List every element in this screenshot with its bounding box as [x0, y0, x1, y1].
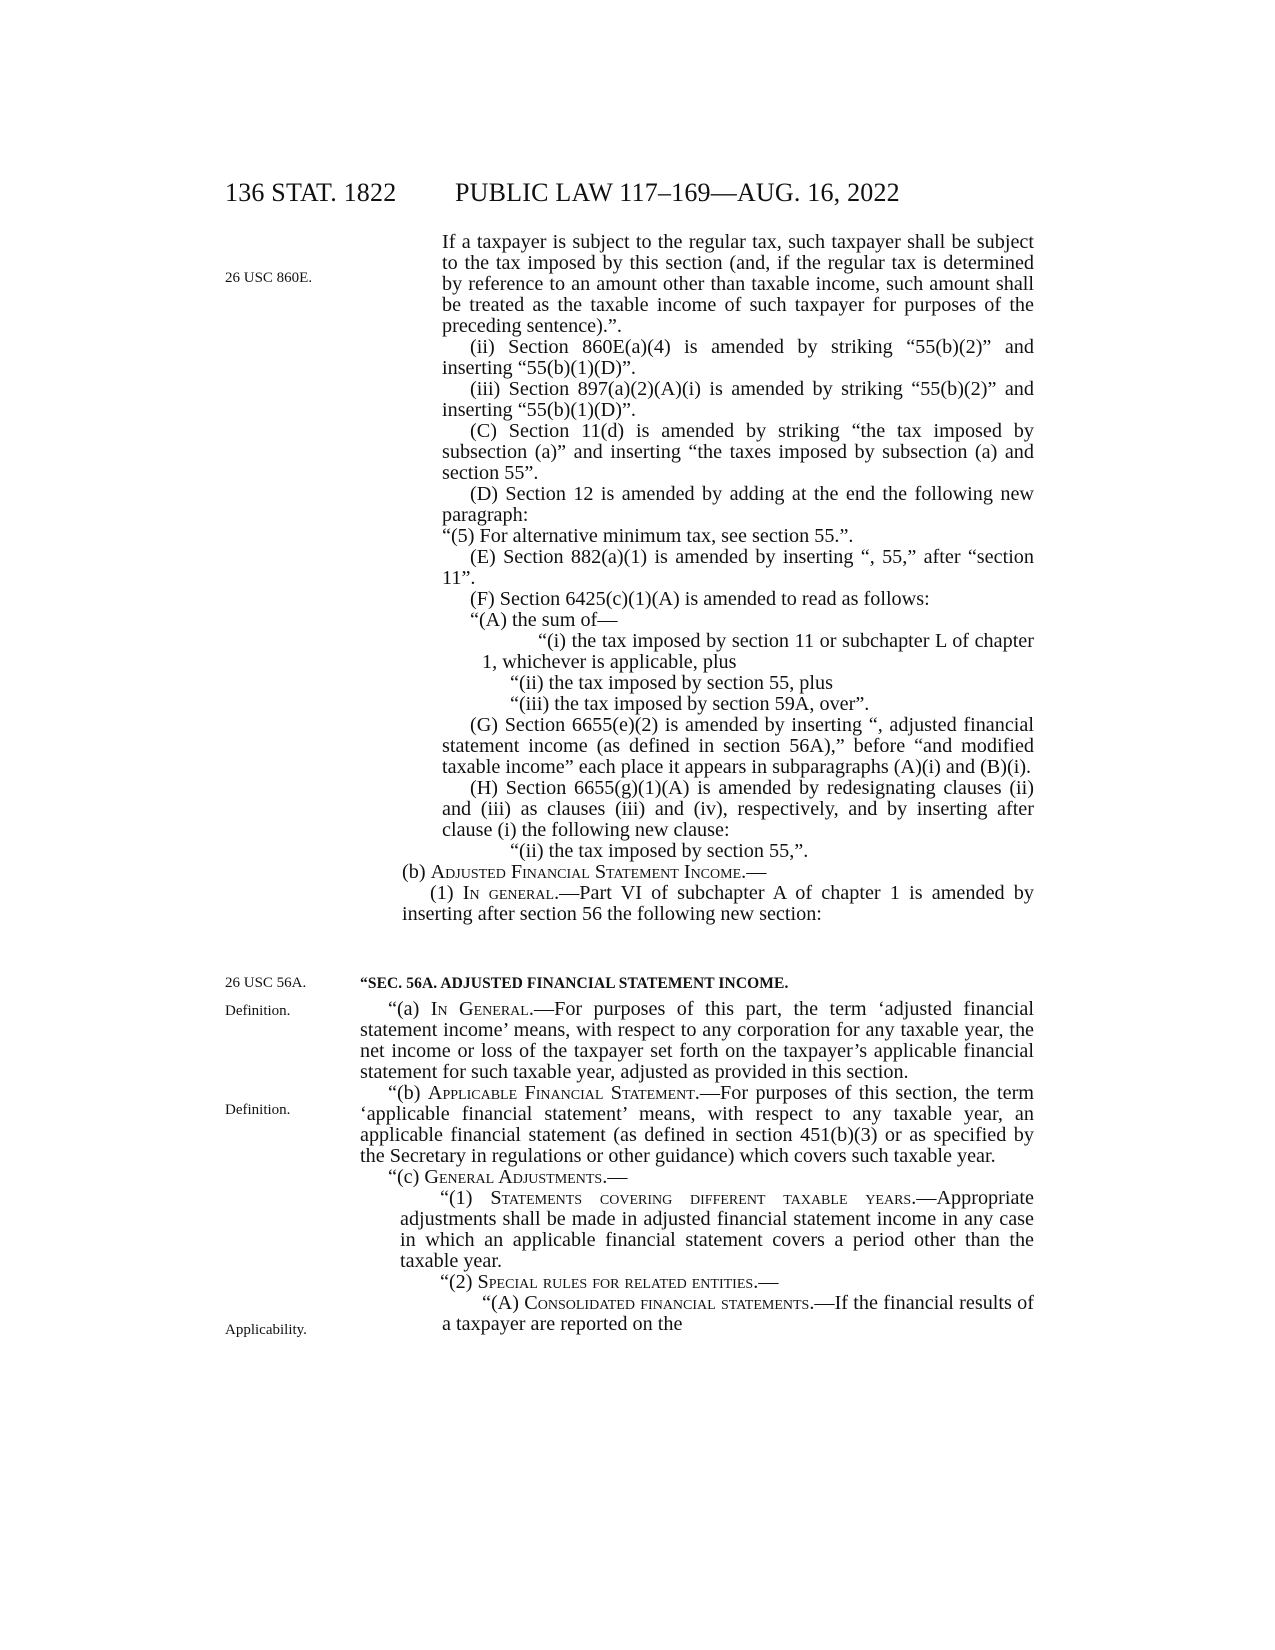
para-label: “(1): [440, 1187, 491, 1209]
paragraph: [360, 1272, 1034, 1293]
paragraph: [360, 1083, 1034, 1167]
para-text: .—If the financial results of a taxpayer are reported on the: [442, 1292, 1034, 1335]
para-text: .—For purposes of this part, the term ‘adjusted financial statement income’ means, with respect to any corporation for any taxable year, the net income or loss of the taxpayer set forth on the taxpayer’s applicable financial statement for such taxable year, adjusted as provided in this section.: [360, 998, 1034, 1083]
paragraph: “(i) the tax imposed by section 11 or subchapter L of chapter 1, whichever is applicable, plus: [482, 630, 1034, 673]
paragraph: [360, 1188, 1034, 1272]
para-label: “(b): [388, 1082, 428, 1104]
paragraph: (C) Section 11(d) is amended by striking “the tax imposed by subsection (a)” and inserting “the taxes imposed by subsection (a) and section 55”.: [442, 420, 1034, 484]
para-title: Consolidated financial statements: [524, 1292, 810, 1314]
subsection-label: (b): [402, 861, 431, 883]
paragraph: (E) Section 882(a)(1) is amended by inserting “, 55,” after “section 11”.: [442, 546, 1034, 589]
para-title: Statements covering different taxable years: [490, 1187, 912, 1209]
body-text-upper: [402, 232, 1034, 925]
para-text: .—For purposes of this section, the term ‘applicable financial statement’ means, with respect to any taxable year, an applicable financial statement (as defined in section 451(b)(3) or as specified by the Secretary in regulations or other guidance) which covers such taxable year.: [360, 1082, 1035, 1167]
paragraph: “(ii) the tax imposed by section 55,”.: [510, 840, 809, 862]
margin-note-definition: Definition.: [225, 1003, 291, 1019]
paragraph: “(iii) the tax imposed by section 59A, over”.: [510, 693, 870, 715]
para-text: .—: [753, 1271, 779, 1293]
paragraph: (iii) Section 897(a)(2)(A)(i) is amended by striking “55(b)(2)” and inserting “55(b)(1)(D)”.: [442, 378, 1034, 421]
para-label: “(2): [440, 1271, 478, 1293]
paragraph: (H) Section 6655(g)(1)(A) is amended by redesignating clauses (ii) and (iii) as clauses (iii) and (iv), respectively, and by inserting after clause (i) the following new clause:: [442, 777, 1034, 841]
para-label: “(a): [388, 998, 431, 1020]
body-text-lower: [360, 999, 1034, 1335]
section-heading-block: [360, 973, 1034, 994]
paragraph: (ii) Section 860E(a)(4) is amended by striking “55(b)(2)” and inserting “55(b)(1)(D)”.: [442, 336, 1034, 379]
paragraph: [360, 1293, 1034, 1335]
para-label: (1): [430, 882, 463, 904]
paragraph: If a taxpayer is subject to the regular tax, such taxpayer shall be subject to the tax imposed by this section (and, if the regular tax is determined by reference to an amount other than taxable income, such amount shall be treated as the taxable income of such taxpayer for purposes of the preceding sentence).”.: [442, 231, 1034, 337]
paragraph: (G) Section 6655(e)(2) is amended by inserting “, adjusted financial statement income (as defined in section 56A),” before “and modified taxable income” each place it appears in subparagraphs (A)(i) and (B)(i).: [442, 714, 1034, 778]
margin-note-usc: 26 USC 860E.: [225, 270, 313, 286]
paragraph: “(5) For alternative minimum tax, see section 55.”.: [442, 525, 854, 547]
para-text: .—Part VI of subchapter A of chapter 1 is amended by inserting after section 56 the following new section:: [402, 882, 1034, 925]
margin-note-usc: 26 USC 56A.: [225, 975, 307, 991]
paragraph: “(A) the sum of—: [470, 609, 618, 631]
para-text: .—Appropriate adjustments shall be made in adjusted financial statement income in any case in which an applicable financial statement covers a period other than the taxable year.: [400, 1187, 1034, 1272]
para-title: General Adjustments: [424, 1166, 603, 1188]
page-stat-number: 136 STAT. 1822: [225, 178, 397, 207]
paragraph: [402, 883, 1034, 925]
paragraph: [360, 999, 1034, 1083]
paragraph: (F) Section 6425(c)(1)(A) is amended to read as follows:: [470, 588, 930, 610]
page-running-title: PUBLIC LAW 117–169—AUG. 16, 2022: [455, 178, 900, 207]
paragraph: (D) Section 12 is amended by adding at the end the following new paragraph:: [442, 483, 1034, 526]
para-text: .—: [602, 1166, 628, 1188]
para-title: Special rules for related entities: [477, 1271, 754, 1293]
para-label: “(c): [388, 1166, 425, 1188]
paragraph: “(ii) the tax imposed by section 55, plus: [510, 672, 833, 694]
subsection-heading: [402, 862, 1034, 883]
para-title: Applicable Financial Statement: [427, 1082, 695, 1104]
section-heading: “SEC. 56A. ADJUSTED FINANCIAL STATEMENT INCOME.: [360, 975, 789, 992]
margin-note-applicability: Applicability.: [225, 1322, 307, 1338]
subsection-dash: .—: [741, 861, 767, 883]
margin-note-definition: Definition.: [225, 1102, 291, 1118]
para-label: “(A): [482, 1292, 525, 1314]
para-title: In general: [462, 882, 555, 904]
subsection-title: Adjusted Financial Statement Income: [430, 861, 742, 883]
para-title: In General: [430, 998, 529, 1020]
paragraph: [360, 1167, 1034, 1188]
